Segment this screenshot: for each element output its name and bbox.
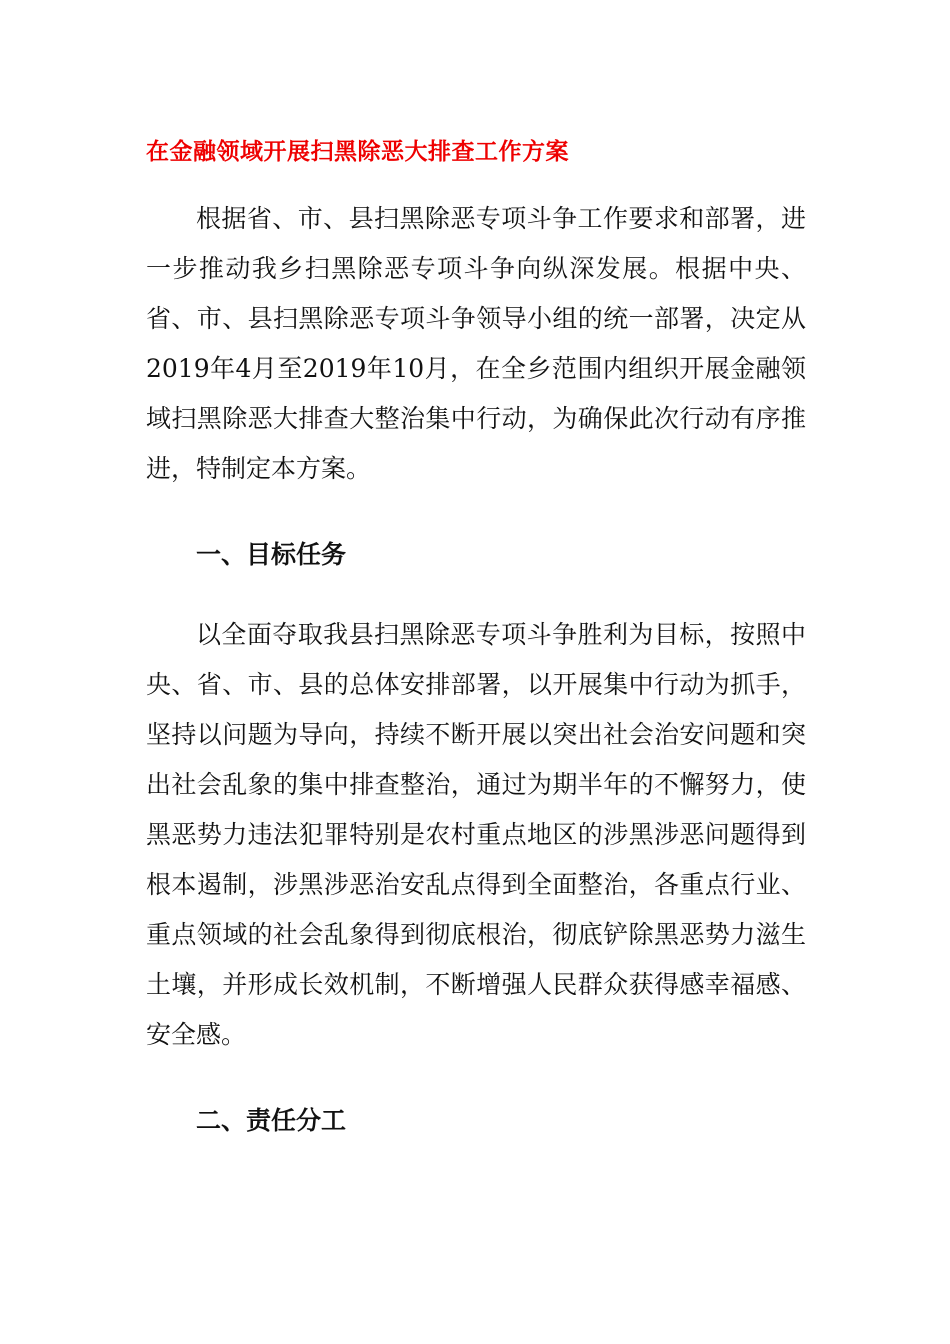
spacer <box>146 580 806 610</box>
document-content <box>146 132 806 1146</box>
section-heading-responsibilities: 二、责任分工 <box>196 1106 347 1135</box>
section-heading-goals: 一、目标任务 <box>196 540 347 569</box>
document-title: 在金融领域开展扫黑除恶大排查工作方案 <box>146 139 569 165</box>
spacer <box>146 494 806 530</box>
goals-paragraph: 以全面夺取我县扫黑除恶专项斗争胜利为目标，按照中央、省、市、县的总体安排部署，以开展集中行动为抓手，坚持以问题为导向，持续不断开展以突出社会治安问题和突出社会乱象的集中排查整治，通过为期半年的不懈努力，使黑恶势力违法犯罪特别是农村重点地区的涉黑涉恶问题得到根本遏制，涉黑涉恶治安乱点得到全面整治，各重点行业、重点领域的社会乱象得到彻底根治，彻底铲除黑恶势力滋生土壤，并形成长效机制，不断增强人民群众获得感幸福感、安全感。 <box>146 620 806 1049</box>
intro-paragraph: 根据省、市、县扫黑除恶专项斗争工作要求和部署，进一步推动我乡扫黑除恶专项斗争向纵深发展。根据中央、省、市、县扫黑除恶专项斗争领导小组的统一部署，决定从2019年4月至2019年10月，在全乡范围内组织开展金融领域扫黑除恶大排查大整治集中行动，为确保此次行动有序推进，特制定本方案。 <box>146 204 806 483</box>
spacer <box>146 1060 806 1096</box>
